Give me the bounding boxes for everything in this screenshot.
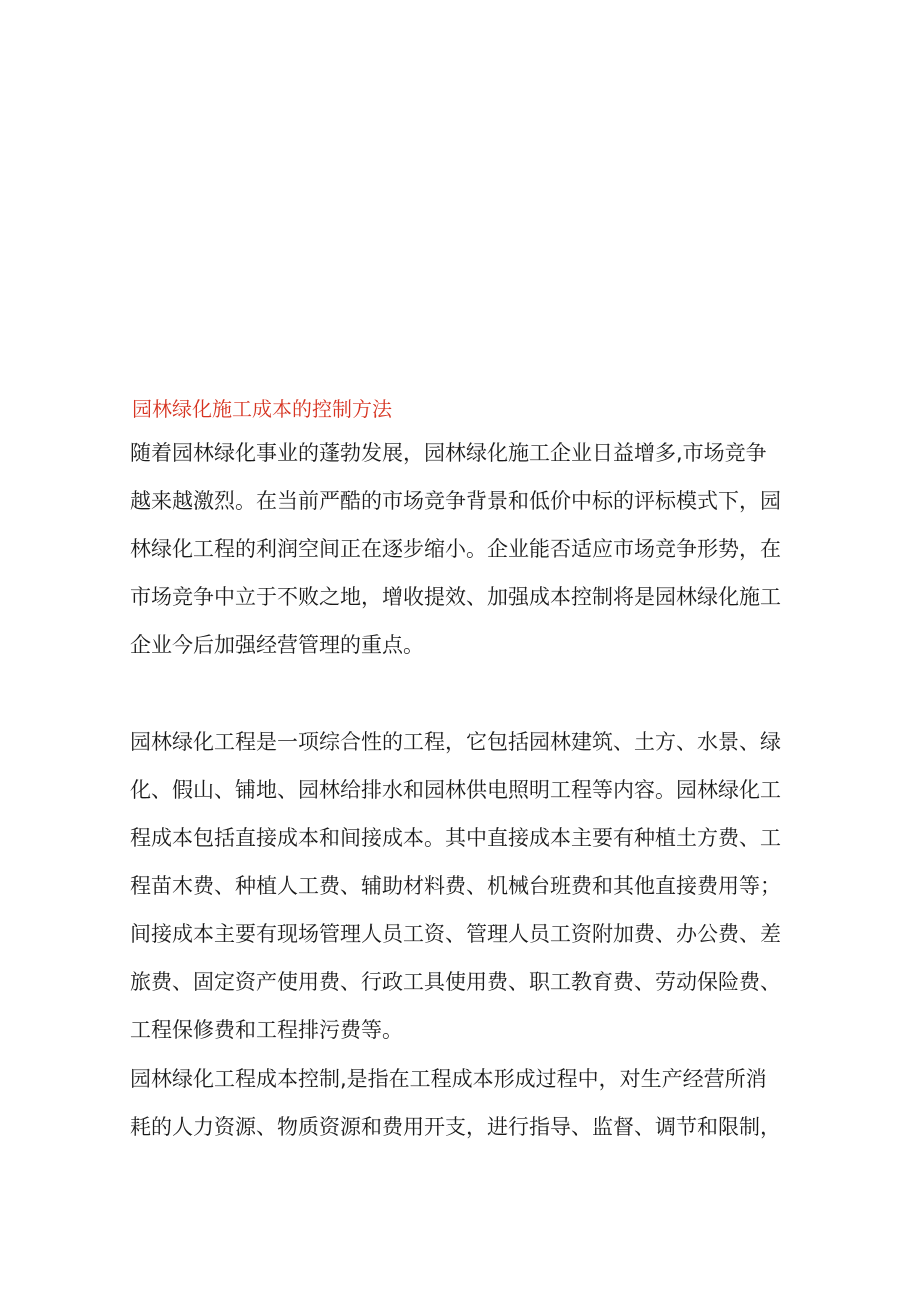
paragraph-line: 随着园林绿化事业的蓬勃发展，园林绿化施工企业日益增多,市场竞争 <box>130 441 767 465</box>
paragraph-line: 程苗木费、种植人工费、辅助材料费、机械台班费和其他直接费用等； <box>130 874 781 898</box>
paragraph-line: 企业今后加强经营管理的重点。 <box>130 633 424 657</box>
paragraph-line: 越来越激烈。在当前严酷的市场竞争背景和低价中标的评标模式下，园 <box>130 489 781 513</box>
paragraph-intro <box>130 429 810 669</box>
paragraph-line: 程成本包括直接成本和间接成本。其中直接成本主要有种植土方费、工 <box>130 826 781 850</box>
paragraph-line: 化、假山、铺地、园林给排水和园林供电照明工程等内容。园林绿化工 <box>130 778 781 802</box>
paragraph-line: 市场竞争中立于不败之地，增收提效、加强成本控制将是园林绿化施工 <box>130 585 781 609</box>
paragraph-line: 工程保修费和工程排污费等。 <box>130 1018 403 1042</box>
paragraph-line: 园林绿化工程是一项综合性的工程，它包括园林建筑、土方、水景、绿 <box>130 730 781 754</box>
paragraph-line: 耗的人力资源、物质资源和费用开支，进行指导、监督、调节和限制， <box>130 1115 781 1139</box>
paragraph-line: 园林绿化工程成本控制,是指在工程成本形成过程中，对生产经营所消 <box>130 1067 767 1091</box>
paragraph-cost-composition <box>130 718 810 1054</box>
paragraph-line: 间接成本主要有现场管理人员工资、管理人员工资附加费、办公费、差 <box>130 922 781 946</box>
paragraph-line: 旅费、固定资产使用费、行政工具使用费、职工教育费、劳动保险费、 <box>130 970 781 994</box>
paragraph-cost-control <box>130 1055 810 1151</box>
document-title: 园林绿化施工成本的控制方法 <box>132 397 392 421</box>
paragraph-line: 林绿化工程的利润空间正在逐步缩小。企业能否适应市场竞争形势，在 <box>130 537 781 561</box>
